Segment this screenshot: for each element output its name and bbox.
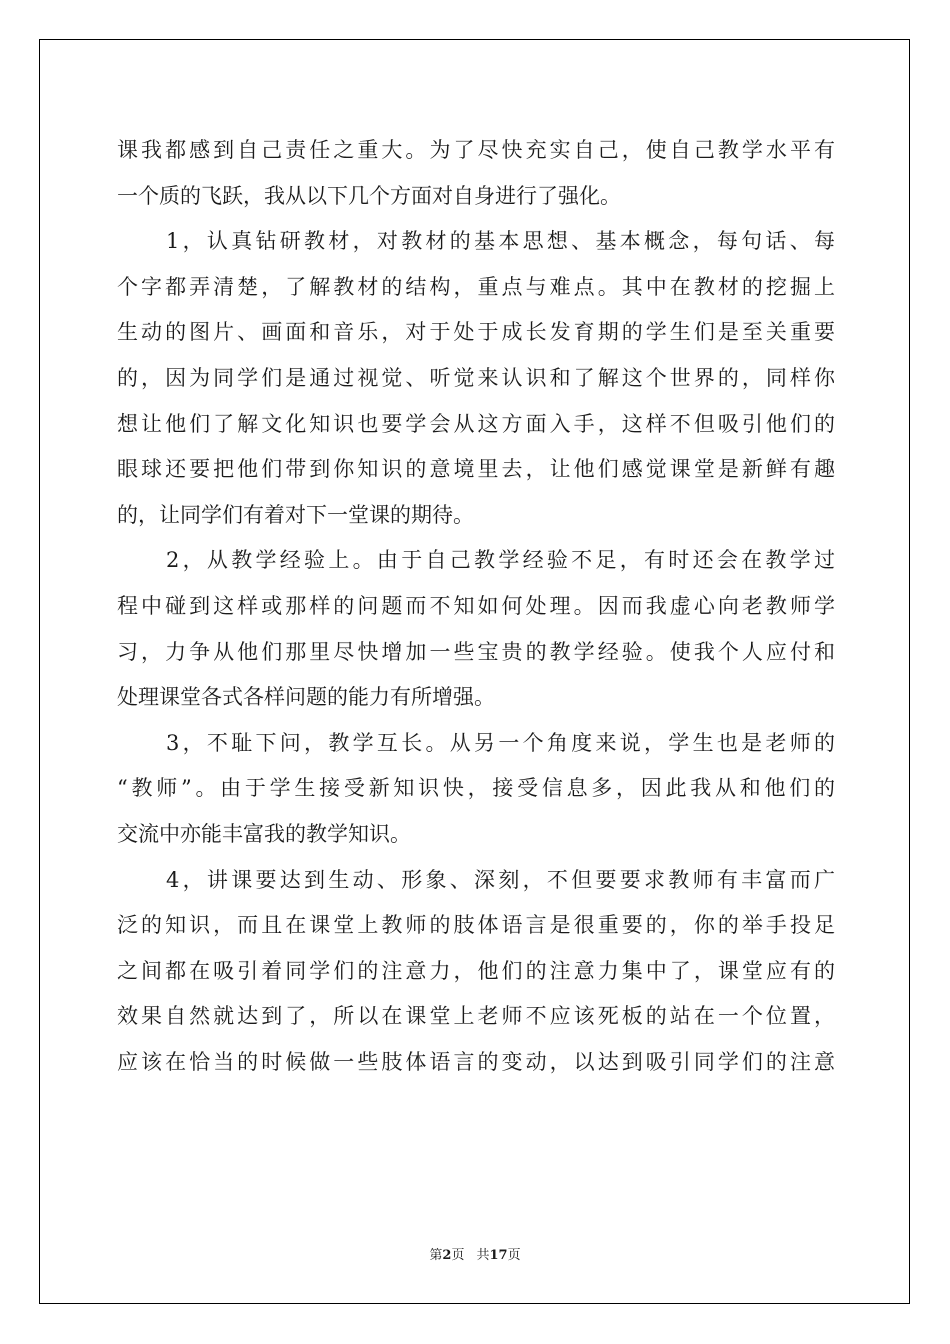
- page-number: 2: [442, 1248, 452, 1263]
- text-line: 习，力争从他们那里尽快增加一些宝贵的教学经验。使我个人应付和: [117, 639, 835, 664]
- text-line: 眼球还要把他们带到你知识的意境里去，让他们感觉课堂是新鲜有趣: [117, 457, 835, 482]
- text-line: 交流中亦能丰富我的教学知识。: [117, 821, 411, 846]
- text-line: 4，讲课要达到生动、形象、深刻，不但要要求教师有丰富而广: [166, 867, 835, 892]
- text-line: “教师”。由于学生接受新知识快，接受信息多，因此我从和他们的: [117, 776, 835, 801]
- page-suffix: 页: [451, 1248, 465, 1263]
- text-line: 的，因为同学们是通过视觉、听觉来认识和了解这个世界的，同样你: [117, 365, 835, 390]
- text-line: 想让他们了解文化知识也要学会从这方面入手，这样不但吸引他们的: [117, 411, 835, 436]
- text-line: 应该在恰当的时候做一些肢体语言的变动，以达到吸引同学们的注意: [117, 1049, 835, 1074]
- text-line: 个字都弄清楚，了解教材的结构，重点与难点。其中在教材的挖掘上: [117, 274, 835, 299]
- text-line: 生动的图片、画面和音乐，对于处于成长发育期的学生们是至关重要: [117, 320, 835, 345]
- total-pages: 17: [489, 1248, 508, 1263]
- text-line: 之间都在吸引着同学们的注意力，他们的注意力集中了，课堂应有的: [117, 958, 835, 983]
- text-line: 课我都感到自己责任之重大。为了尽快充实自己，使自己教学水平有: [117, 138, 835, 162]
- page-footer: [0, 1244, 950, 1263]
- text-line: 一个质的飞跃，我从以下几个方面对自身进行了强化。: [117, 183, 621, 208]
- text-line: 程中碰到这样或那样的问题而不知如何处理。因而我虚心向老教师学: [117, 593, 835, 618]
- text-line: 的，让同学们有着对下一堂课的期待。: [117, 502, 474, 527]
- page-prefix: 第: [429, 1248, 443, 1263]
- document-body: [117, 128, 835, 1085]
- text-line: 2，从教学经验上。由于自己教学经验不足，有时还会在教学过: [166, 548, 835, 573]
- text-line: 泛的知识，而且在课堂上教师的肢体语言是很重要的，你的举手投足: [117, 913, 835, 938]
- text-line: 1，认真钻研教材，对教材的基本思想、基本概念，每句话、每: [166, 229, 835, 254]
- total-prefix: 共: [476, 1248, 490, 1263]
- text-line: 处理课堂各式各样问题的能力有所增强。: [117, 685, 495, 710]
- text-line: 3，不耻下问，教学互长。从另一个角度来说，学生也是老师的: [166, 730, 835, 755]
- total-suffix: 页: [507, 1248, 521, 1263]
- text-line: 效果自然就达到了，所以在课堂上老师不应该死板的站在一个位置，: [117, 1004, 835, 1029]
